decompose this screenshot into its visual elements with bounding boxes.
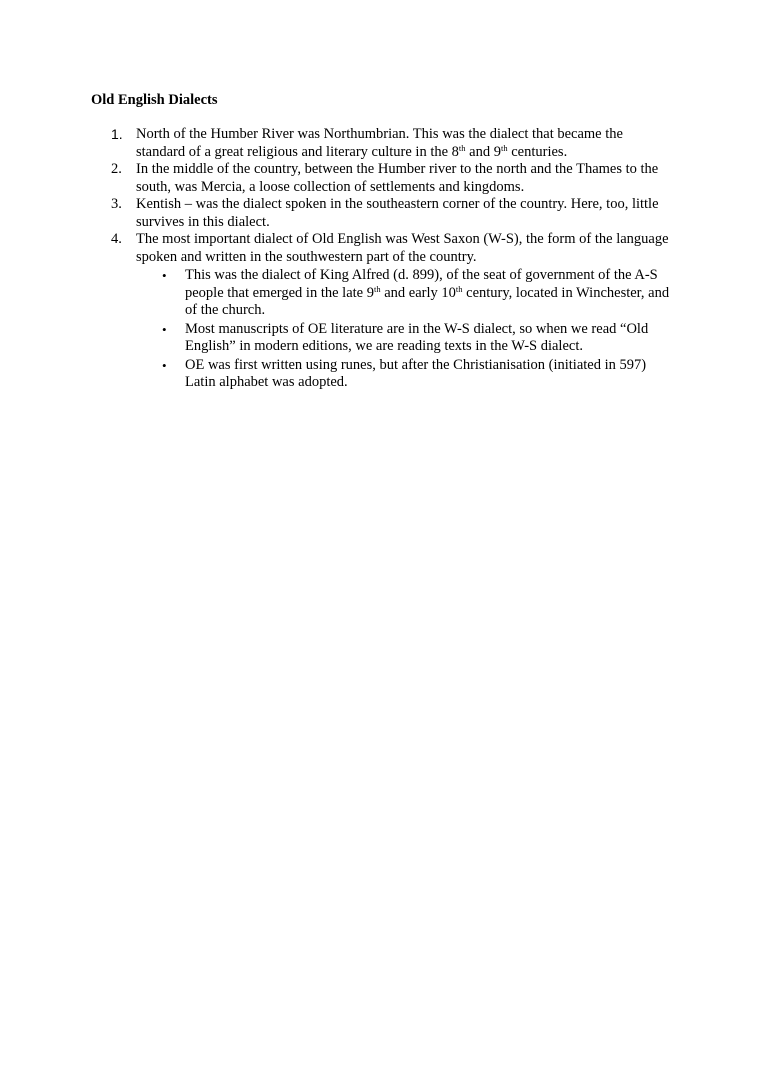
list-number: 2. xyxy=(111,161,122,177)
bullet-icon: • xyxy=(162,357,167,373)
bullet-item-manuscripts xyxy=(136,321,671,356)
bullet-icon: • xyxy=(162,268,167,283)
superscript: th xyxy=(373,283,381,294)
list-item-text: centuries. xyxy=(507,143,568,160)
list-number: 1. xyxy=(111,126,123,142)
list-number: 4. xyxy=(111,231,122,247)
west-saxon-bullet-list xyxy=(136,267,671,392)
list-item-text: In the middle of the country, between the Humber river to the north and the Thames to the south, was Mercia, a loose collection of settlements and kingdoms. xyxy=(136,161,659,195)
list-item-mercia xyxy=(91,161,671,196)
list-number: 3. xyxy=(111,196,122,212)
superscript: th xyxy=(455,283,463,294)
bullet-item-runes xyxy=(136,357,671,392)
bullet-item-text: Most manuscripts of OE literature are in the W-S dialect, so when we read “Old English” in modern editions, we are reading texts in the W-S dialect. xyxy=(185,320,649,354)
list-item-northumbrian xyxy=(91,126,671,161)
list-item-text: and 9 xyxy=(465,143,501,160)
bullet-item-king-alfred xyxy=(136,267,671,320)
bullet-item-text: This was the dialect of King Alfred (d. 899), of the seat of government of the A-S people that emerged in the late 9 xyxy=(185,267,658,301)
document-title: Old English Dialects xyxy=(91,92,218,108)
bullet-icon: • xyxy=(162,321,167,337)
list-item-west-saxon xyxy=(91,231,671,392)
bullet-item-text: and early 10 xyxy=(380,284,456,301)
bullet-item-text: OE was first written using runes, but after the Christianisation (initiated in 597) Latin alphabet was adopted. xyxy=(185,356,647,390)
bullet-item-text: century, located in Winchester, and of the church. xyxy=(185,284,670,318)
list-item-text: Kentish – was the dialect spoken in the southeastern corner of the country. Here, too, little survives in this dialect. xyxy=(136,196,659,230)
dialect-list xyxy=(91,126,671,393)
list-item-text: North of the Humber River was Northumbrian. This was the dialect that became the standard of a great religious and literary culture in the 8 xyxy=(136,126,623,160)
superscript: th xyxy=(500,142,508,153)
list-item-kentish xyxy=(91,196,671,231)
list-item-text: The most important dialect of Old English was West Saxon (W-S), the form of the language spoken and written in the southwestern part of the country. xyxy=(136,231,669,265)
superscript: th xyxy=(458,142,466,153)
